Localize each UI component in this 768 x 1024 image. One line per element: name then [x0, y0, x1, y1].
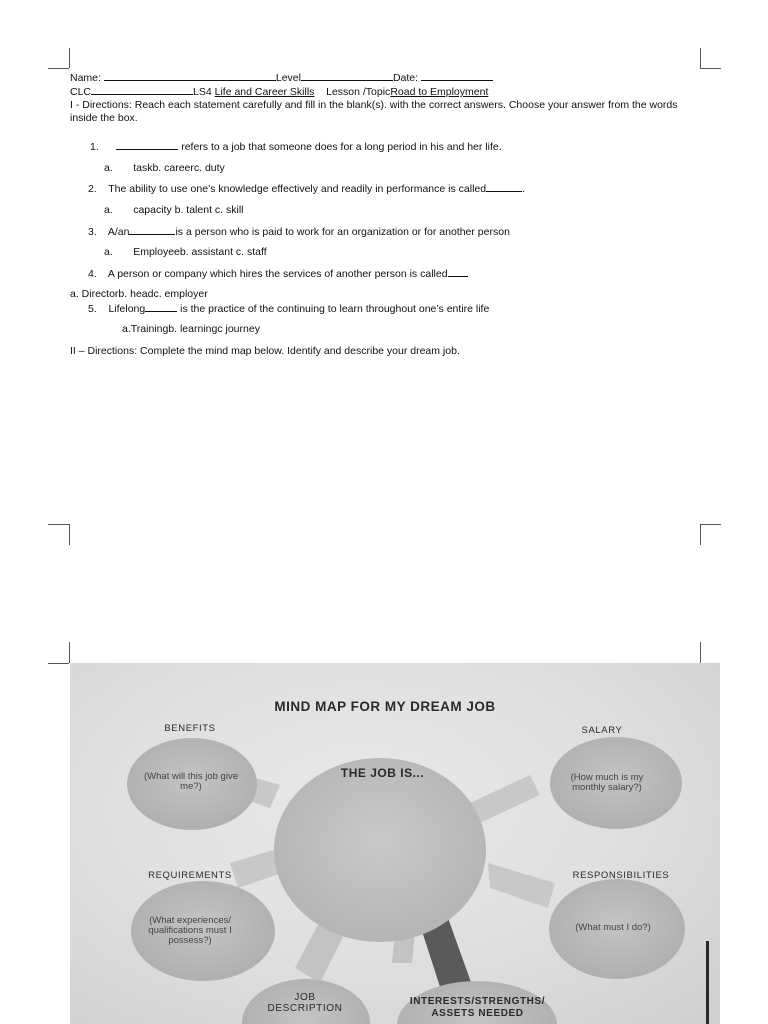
lesson-label: Lesson /Topic [326, 86, 391, 98]
crop-mark [69, 48, 70, 68]
ls-value: Life and Career Skills [214, 86, 315, 98]
interests-label: INTERESTS/STRENGTHS/ ASSETS NEEDED [409, 996, 546, 1019]
crop-mark [700, 642, 701, 663]
mind-map-title: MIND MAP FOR MY DREAM JOB [274, 699, 496, 714]
connector [470, 775, 540, 823]
salary-hint: (How much is my monthly salary?) [570, 772, 644, 793]
center-bubble [274, 758, 486, 942]
date-field[interactable] [421, 71, 493, 81]
requirements-hint: (What experiences/ qualifications must I possess?) [148, 915, 232, 946]
date-label: Date: [392, 72, 419, 84]
part1-directions: I - Directions: Reach each statement carefully and fill in the blank(s). with the correct answers. Choose your answer from the words inside the box. [70, 99, 678, 124]
answer-blank-3[interactable] [129, 225, 175, 235]
crop-mark [700, 524, 721, 525]
name-field[interactable] [104, 71, 276, 81]
answer-blank-4[interactable] [448, 267, 468, 277]
choices-2: a. capacity b. talent c. skill [104, 204, 244, 216]
crop-mark [48, 663, 69, 664]
header-row-2 [70, 85, 488, 99]
mind-map-diagram [70, 663, 720, 1024]
clc-label: CLC [70, 86, 92, 98]
question-2: 2. The ability to use one’s knowledge effectively and readily in performance is called . [88, 183, 525, 195]
job-description-label: JOB DESCRIPTION [267, 992, 343, 1014]
level-label: Level [275, 72, 301, 84]
crop-mark [48, 68, 69, 69]
question-5: 5. Lifelong is the practice of the continuing to learn throughout one’s entire life [88, 303, 490, 315]
question-4: 4. A person or company which hires the services of another person is called [88, 267, 468, 280]
question-3: 3. A/an is a person who is paid to work for an organization or for another person [88, 226, 510, 238]
choices-1: a. taskb. careerc. duty [104, 162, 225, 174]
choices-5: a.Trainingb. learningc journey [122, 323, 260, 335]
choices-4: a. Directorb. headc. employer [70, 288, 208, 300]
header-row-1 [70, 71, 493, 85]
responsibilities-hint: (What must I do?) [575, 922, 651, 933]
lesson-value: Road to Employment [390, 86, 489, 98]
crop-mark [48, 524, 69, 525]
crop-mark [700, 48, 701, 68]
answer-blank-1[interactable] [116, 140, 178, 150]
center-label: THE JOB IS... [340, 766, 425, 780]
name-label: Name: [70, 72, 101, 84]
crop-mark [700, 524, 701, 545]
choices-3: a. Employeeb. assistant c. staff [104, 246, 267, 258]
clc-field[interactable] [91, 85, 193, 95]
crop-mark [69, 524, 70, 545]
ls-label: LS4 [193, 86, 212, 98]
benefits-label: BENEFITS [164, 723, 216, 734]
benefits-hint: (What will this job give me?) [144, 771, 238, 792]
salary-label: SALARY [581, 725, 623, 736]
crop-mark [69, 642, 70, 663]
level-field[interactable] [301, 71, 393, 81]
photo-edge-mark [706, 941, 709, 1024]
connector [488, 863, 555, 908]
question-1: 1. refers to a job that someone does for a long period in his and her life. [90, 141, 502, 153]
part2-directions: II – Directions: Complete the mind map below. Identify and describe your dream job. [70, 345, 460, 357]
mind-map-image [70, 663, 720, 1024]
requirements-label: REQUIREMENTS [148, 870, 232, 881]
answer-blank-2[interactable] [486, 182, 522, 192]
answer-blank-5[interactable] [145, 302, 177, 312]
crop-mark [700, 68, 721, 69]
responsibilities-label: RESPONSIBILITIES [572, 870, 670, 881]
